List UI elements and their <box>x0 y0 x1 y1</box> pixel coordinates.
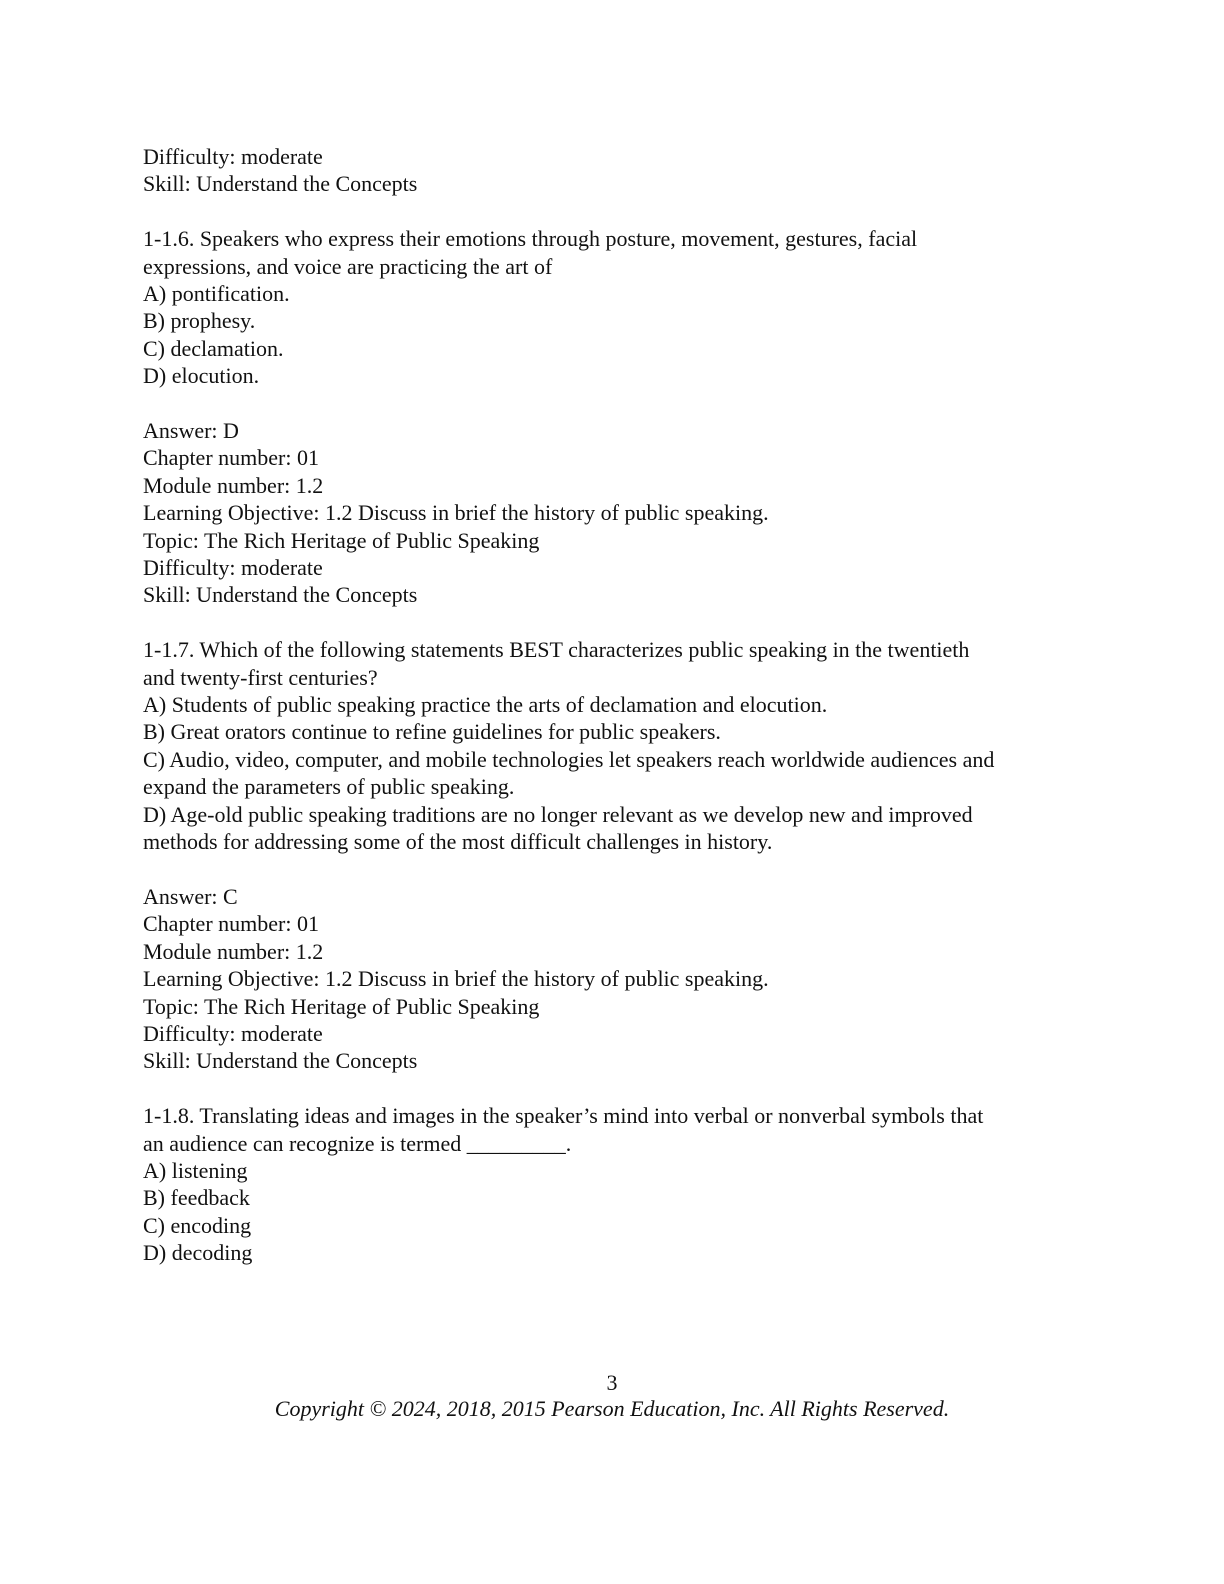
metadata-topic: Topic: The Rich Heritage of Public Speaking <box>143 527 540 553</box>
metadata-module: Module number: 1.2 <box>143 938 324 964</box>
answer-key: Answer: D <box>143 418 239 444</box>
metadata-chapter: Chapter number: 01 <box>143 445 319 471</box>
metadata-learning-objective: Learning Objective: 1.2 Discuss in brief the history of public speaking. <box>143 500 769 526</box>
answer-metadata-1-1-6 <box>143 417 1083 609</box>
question-stem: an audience can recognize is termed _________. <box>143 1130 572 1156</box>
answer-option: A) pontification. <box>143 281 290 307</box>
answer-key: Answer: C <box>143 883 238 909</box>
metadata-skill: Skill: Understand the Concepts <box>143 1048 418 1074</box>
answer-option: C) declamation. <box>143 335 284 361</box>
spacer <box>143 856 1083 883</box>
answer-option: methods for addressing some of the most difficult challenges in history. <box>143 829 773 855</box>
question-stem: 1-1.6. Speakers who express their emotions through posture, movement, gestures, facial <box>143 226 918 252</box>
metadata-skill: Skill: Understand the Concepts <box>143 171 418 197</box>
answer-option: B) Great orators continue to refine guidelines for public speakers. <box>143 719 721 745</box>
answer-option: B) prophesy. <box>143 308 256 334</box>
answer-option: C) encoding <box>143 1212 252 1238</box>
answer-option: expand the parameters of public speaking. <box>143 774 515 800</box>
answer-option: A) Students of public speaking practice the arts of declamation and elocution. <box>143 692 828 718</box>
spacer <box>143 609 1083 636</box>
question-1-1-6 <box>143 225 1083 389</box>
metadata-skill: Skill: Understand the Concepts <box>143 582 418 608</box>
question-1-1-8 <box>143 1102 1083 1266</box>
page-content <box>143 143 1083 1267</box>
metadata-learning-objective: Learning Objective: 1.2 Discuss in brief the history of public speaking. <box>143 966 769 992</box>
metadata-difficulty: Difficulty: moderate <box>143 144 323 169</box>
answer-option: D) decoding <box>143 1240 253 1266</box>
answer-option: C) Audio, video, computer, and mobile technologies let speakers reach worldwide audiences and <box>143 746 995 772</box>
answer-metadata-1-1-7 <box>143 883 1083 1075</box>
metadata-difficulty: Difficulty: moderate <box>143 1020 323 1046</box>
question-stem: 1-1.8. Translating ideas and images in the speaker’s mind into verbal or nonverbal symbols that <box>143 1103 984 1129</box>
text-block <box>143 143 1083 198</box>
page-number: 3 <box>606 1370 618 1395</box>
metadata-module: Module number: 1.2 <box>143 472 324 498</box>
question-1-1-7 <box>143 636 1083 855</box>
metadata-difficulty: Difficulty: moderate <box>143 555 323 581</box>
answer-option: D) elocution. <box>143 363 260 389</box>
spacer <box>143 1075 1083 1102</box>
metadata-topic: Topic: The Rich Heritage of Public Speaking <box>143 993 540 1019</box>
spacer <box>143 390 1083 417</box>
answer-option: A) listening <box>143 1157 248 1183</box>
question-stem: expressions, and voice are practicing the art of <box>143 253 553 279</box>
metadata-chapter: Chapter number: 01 <box>143 911 319 937</box>
answer-option: B) feedback <box>143 1185 250 1211</box>
question-stem: and twenty-first centuries? <box>143 664 378 690</box>
copyright-notice: Copyright © 2024, 2018, 2015 Pearson Education, Inc. All Rights Reserved. <box>274 1396 950 1421</box>
question-stem: 1-1.7. Which of the following statements BEST characterizes public speaking in the twentieth <box>143 637 970 663</box>
spacer <box>143 198 1083 225</box>
answer-option: D) Age-old public speaking traditions are no longer relevant as we develop new and improved <box>143 801 973 827</box>
